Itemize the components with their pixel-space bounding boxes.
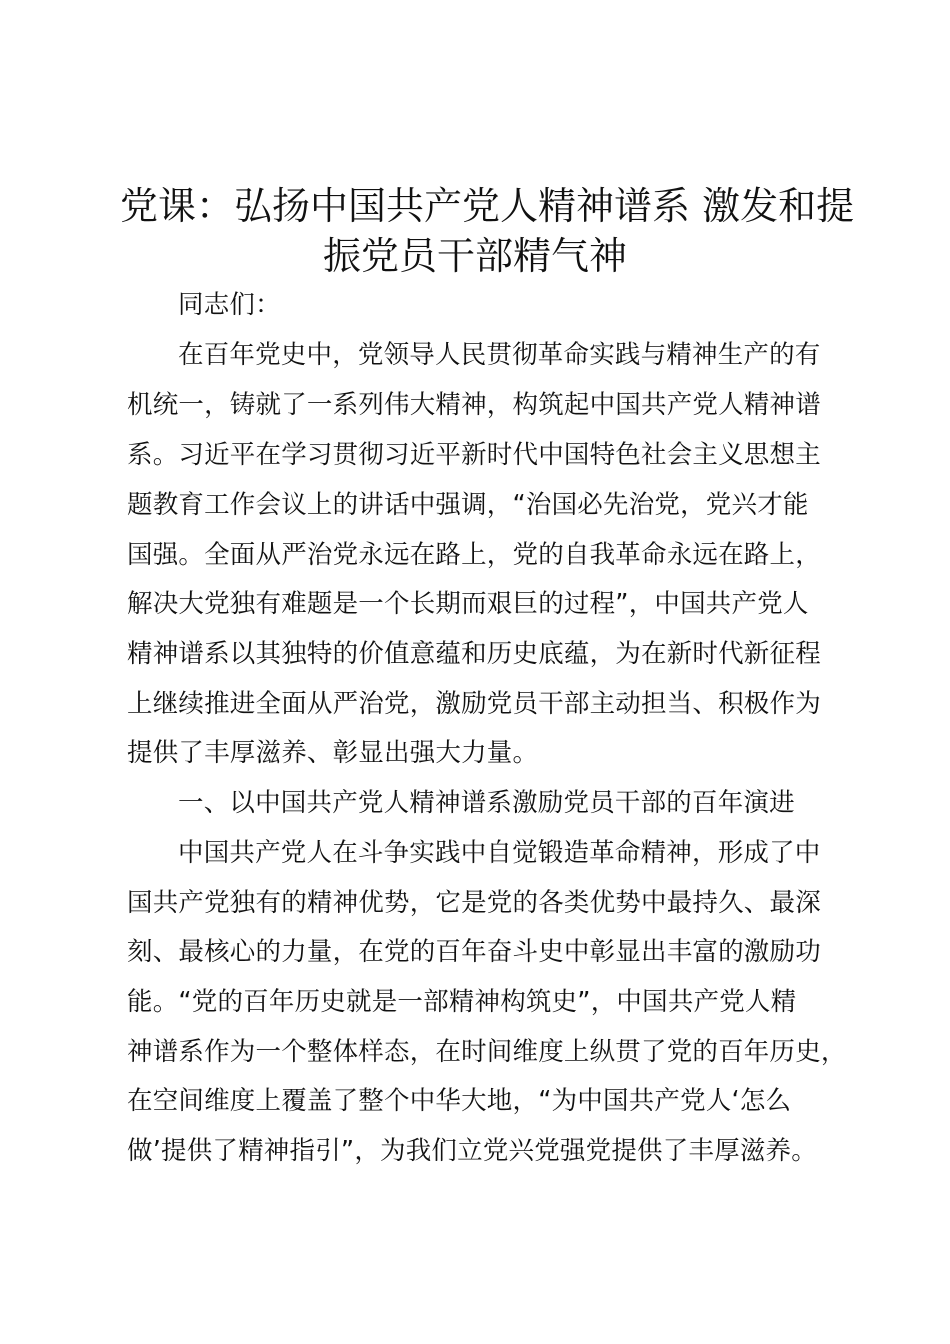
salutation: 同志们： <box>178 290 281 320</box>
paragraph-1-line: 精神谱系以其独特的价值意蕴和历史底蕴，为在新时代新征程 <box>127 639 821 669</box>
paragraph-2-line: 刻、最核心的力量，在党的百年奋斗史中彰显出丰富的激励功 <box>127 937 821 967</box>
paragraph-1-line: 提供了丰厚滋养、彰显出强大力量。 <box>127 738 539 768</box>
paragraph-1-line: 题教育工作会议上的讲话中强调，“治国必先治党，党兴才能 <box>127 490 809 520</box>
paragraph-1-line: 机统一，铸就了一系列伟大精神，构筑起中国共产党人精神谱 <box>127 390 821 420</box>
document-title-line-2: 振党员干部精气神 <box>322 234 627 278</box>
paragraph-2-line: 做’提供了精神指引”，为我们立党兴党强党提供了丰厚滋养。 <box>127 1136 817 1166</box>
paragraph-2-line: 国共产党独有的精神优势，它是党的各类优势中最持久、最深 <box>127 888 821 918</box>
paragraph-1-line: 国强。全面从严治党永远在路上，党的自我革命永远在路上， <box>127 540 821 570</box>
paragraph-1-line: 解决大党独有难题是一个长期而艰巨的过程”，中国共产党人 <box>127 589 809 619</box>
paragraph-1-line: 在百年党史中，党领导人民贯彻革命实践与精神生产的有 <box>178 340 821 370</box>
paragraph-2-line: 能。“党的百年历史就是一部精神构筑史”，中国共产党人精 <box>127 987 797 1017</box>
section-heading: 一、以中国共产党人精神谱系激励党员干部的百年演进 <box>178 788 795 818</box>
paragraph-1-line: 系。习近平在学习贯彻习近平新时代中国特色社会主义思想主 <box>127 440 821 470</box>
paragraph-2-line: 中国共产党人在斗争实践中自觉锻造革命精神，形成了中 <box>178 838 821 868</box>
paragraph-2-line: 神谱系作为一个整体样态，在时间维度上纵贯了党的百年历史， <box>127 1037 847 1067</box>
paragraph-2-line: 在空间维度上覆盖了整个中华大地，“为中国共产党人‘怎么 <box>127 1086 792 1116</box>
document-title-line-1: 党课：弘扬中国共产党人精神谱系 激发和提 <box>120 184 855 228</box>
paragraph-1-line: 上继续推进全面从严治党，激励党员干部主动担当、积极作为 <box>127 689 821 719</box>
